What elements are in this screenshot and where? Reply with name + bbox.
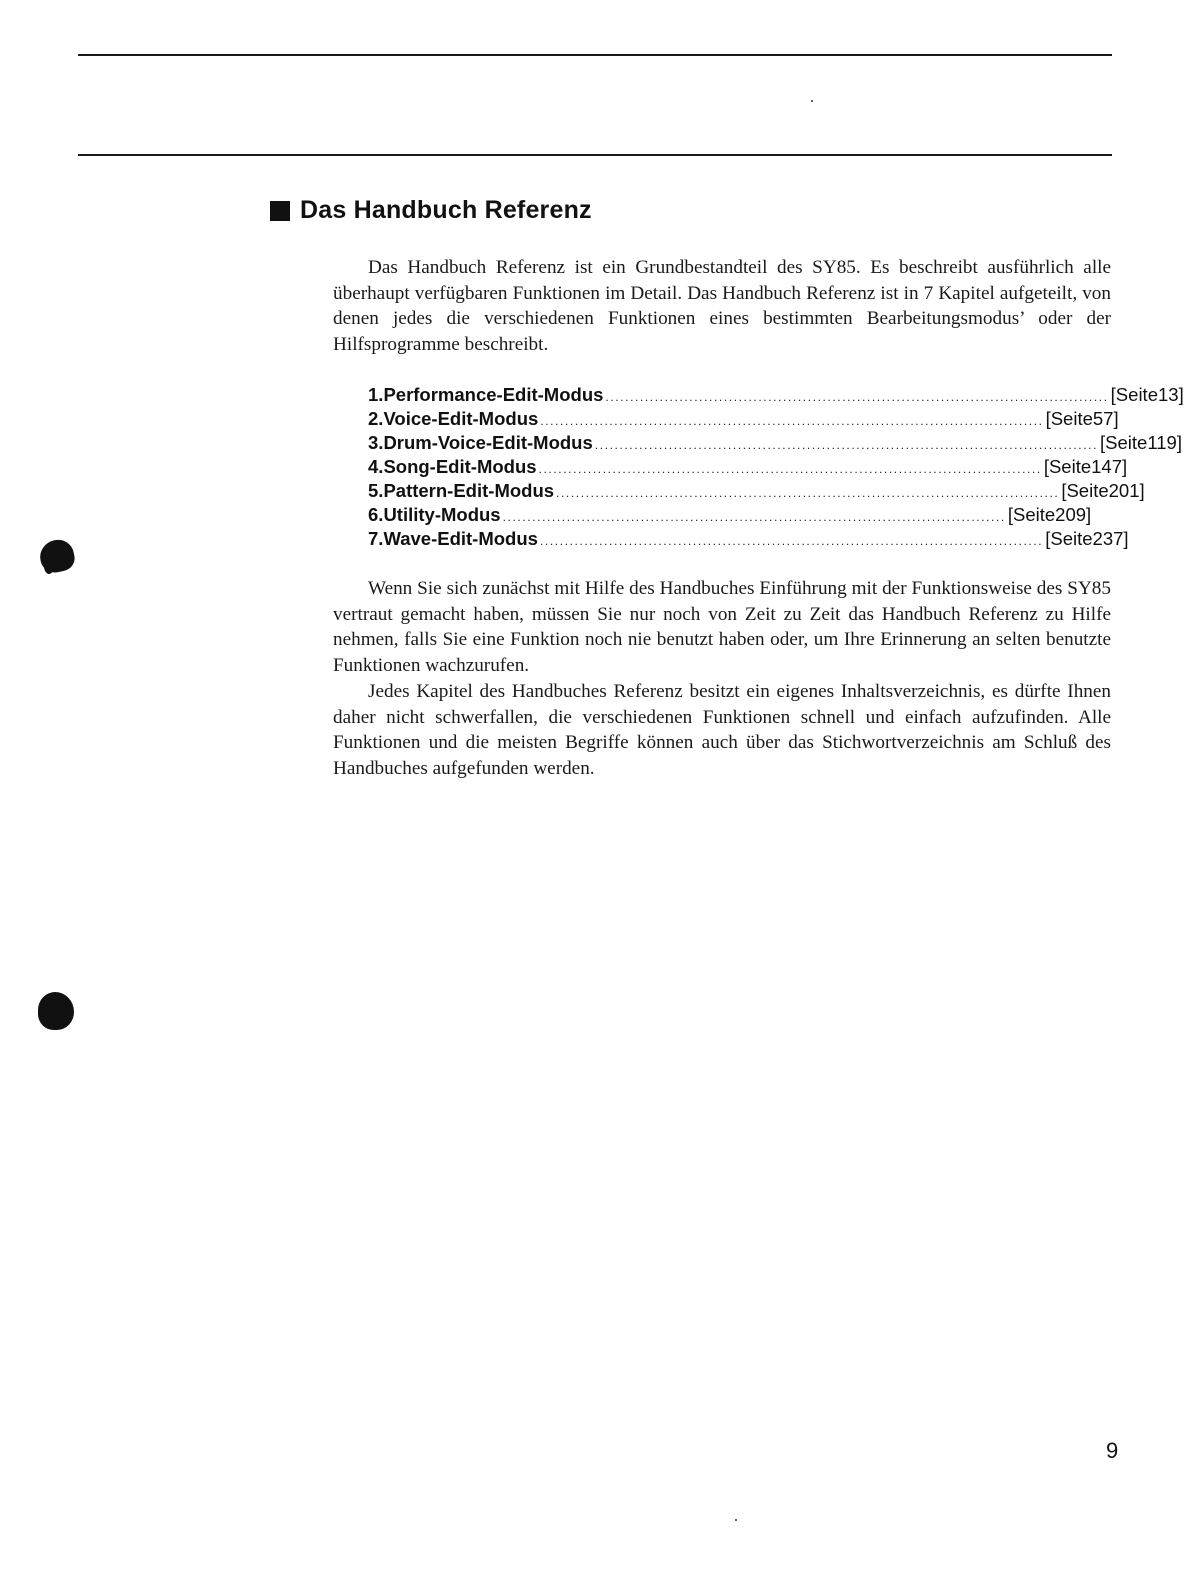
chapter-bracket: ] [1178,384,1184,405]
chapter-list-item [368,479,1145,503]
chapter-number: 1. [368,384,384,405]
punch-hole-mark-icon [44,558,54,574]
body-paragraph: Wenn Sie sich zunächst mit Hilfe des Handbuches Einführung mit der Funktionsweise des SY85 vertraut gemacht haben, müssen Sie nur noch von Zeit zu Zeit das Handbuch Referenz zu Hilfe nehmen, falls Sie eine Funktion noch nie benutzt haben oder, um Ihre Erinnerung an selten benutzte Funktionen wachzurufen. [333,578,1111,677]
leader-dots: ...................................................................................................... [605,390,1109,404]
chapter-list-item [368,383,1184,407]
scan-speck [735,1519,737,1521]
header-rule-bottom [78,154,1112,156]
chapter-number: 6. [368,504,384,525]
leader-dots: ...................................................................................................... [538,462,1042,476]
section-heading-text: Das Handbuch Referenz [300,196,592,224]
punch-hole-mark-icon [37,537,77,575]
leader-dots: ...................................................................................................... [502,510,1006,524]
punch-hole-mark-icon [38,992,74,1030]
chapter-bracket: ] [1122,456,1128,477]
chapter-seite-label: [Seite [1045,408,1093,429]
scan-speck [811,100,813,102]
chapter-seite-label: [Seite [1100,432,1148,453]
chapter-page-number: 237 [1092,528,1124,549]
chapter-list-item [368,527,1129,551]
chapter-bracket: ] [1139,480,1145,501]
chapter-list-item [368,431,1182,455]
chapter-list-item [368,407,1119,431]
chapter-title: Pattern-Edit-Modus [383,480,555,501]
chapter-seite-label: [Seite [1043,456,1092,477]
chapter-page-number: 147 [1091,456,1122,477]
chapter-seite-label: [Seite [1007,504,1056,525]
chapter-title: Utility-Modus [383,504,501,525]
header-rule-top [78,54,1112,56]
chapter-seite-label: [Seite [1110,384,1158,405]
chapter-page-number: 209 [1055,504,1087,525]
chapter-title: Voice-Edit-Modus [383,408,539,429]
square-bullet-icon [270,201,290,221]
intro-paragraph: Das Handbuch Referenz ist ein Grundbestandteil des SY85. Es beschreibt ausführlich alle überhaupt verfügbaren Funktionen im Detail. Das Handbuch Referenz ist in 7 Kapitel aufgeteilt, von denen jedes die verschiedenen Funktionen eines bestimmten Bearbeitungsmodus’ oder der Hilfsprogramme beschreibt. [333,257,1111,356]
chapter-title: Wave-Edit-Modus [383,528,538,549]
chapter-bracket: ] [1176,432,1182,453]
chapter-page-number: 13 [1157,384,1179,405]
chapter-title: Song-Edit-Modus [383,456,537,477]
chapter-seite-label: [Seite [1045,528,1093,549]
chapter-bracket: ] [1086,504,1092,525]
chapter-list-item [368,455,1128,479]
chapter-bracket: ] [1113,408,1119,429]
chapter-page-number: 201 [1108,480,1140,501]
body-paragraph-block [333,576,1111,782]
chapter-seite-label: [Seite [1061,480,1109,501]
chapter-page-number: 119 [1147,432,1177,453]
intro-paragraph-block [333,255,1111,358]
chapter-number: 3. [368,432,384,453]
chapter-number: 2. [368,408,384,429]
leader-dots: ...................................................................................................... [540,414,1044,428]
chapter-title: Performance-Edit-Modus [383,384,604,405]
chapter-list-item [368,503,1092,527]
body-paragraph: Jedes Kapitel des Handbuches Referenz besitzt ein eigenes Inhaltsverzeichnis, es dürfte Ihnen daher nicht schwerfallen, die verschiedenen Funktionen schnell und einfach aufzufinden. Alle Funktionen und die meisten Begriffe können auch über das Stichwortverzeichnis am Schluß des Handbuches aufgefunden werden. [333,680,1111,779]
page-number: 9 [1106,1438,1119,1463]
leader-dots: ...................................................................................................... [594,438,1099,452]
chapter-title: Drum-Voice-Edit-Modus [383,432,593,453]
chapter-bracket: ] [1123,528,1129,549]
chapter-number: 5. [368,480,384,501]
chapter-list [368,383,1184,551]
chapter-number: 4. [368,456,384,477]
chapter-number: 7. [368,528,384,549]
section-heading [270,196,592,225]
leader-dots: ...................................................................................................... [539,534,1044,548]
leader-dots: ...................................................................................................... [556,486,1060,500]
chapter-page-number: 57 [1092,408,1114,429]
